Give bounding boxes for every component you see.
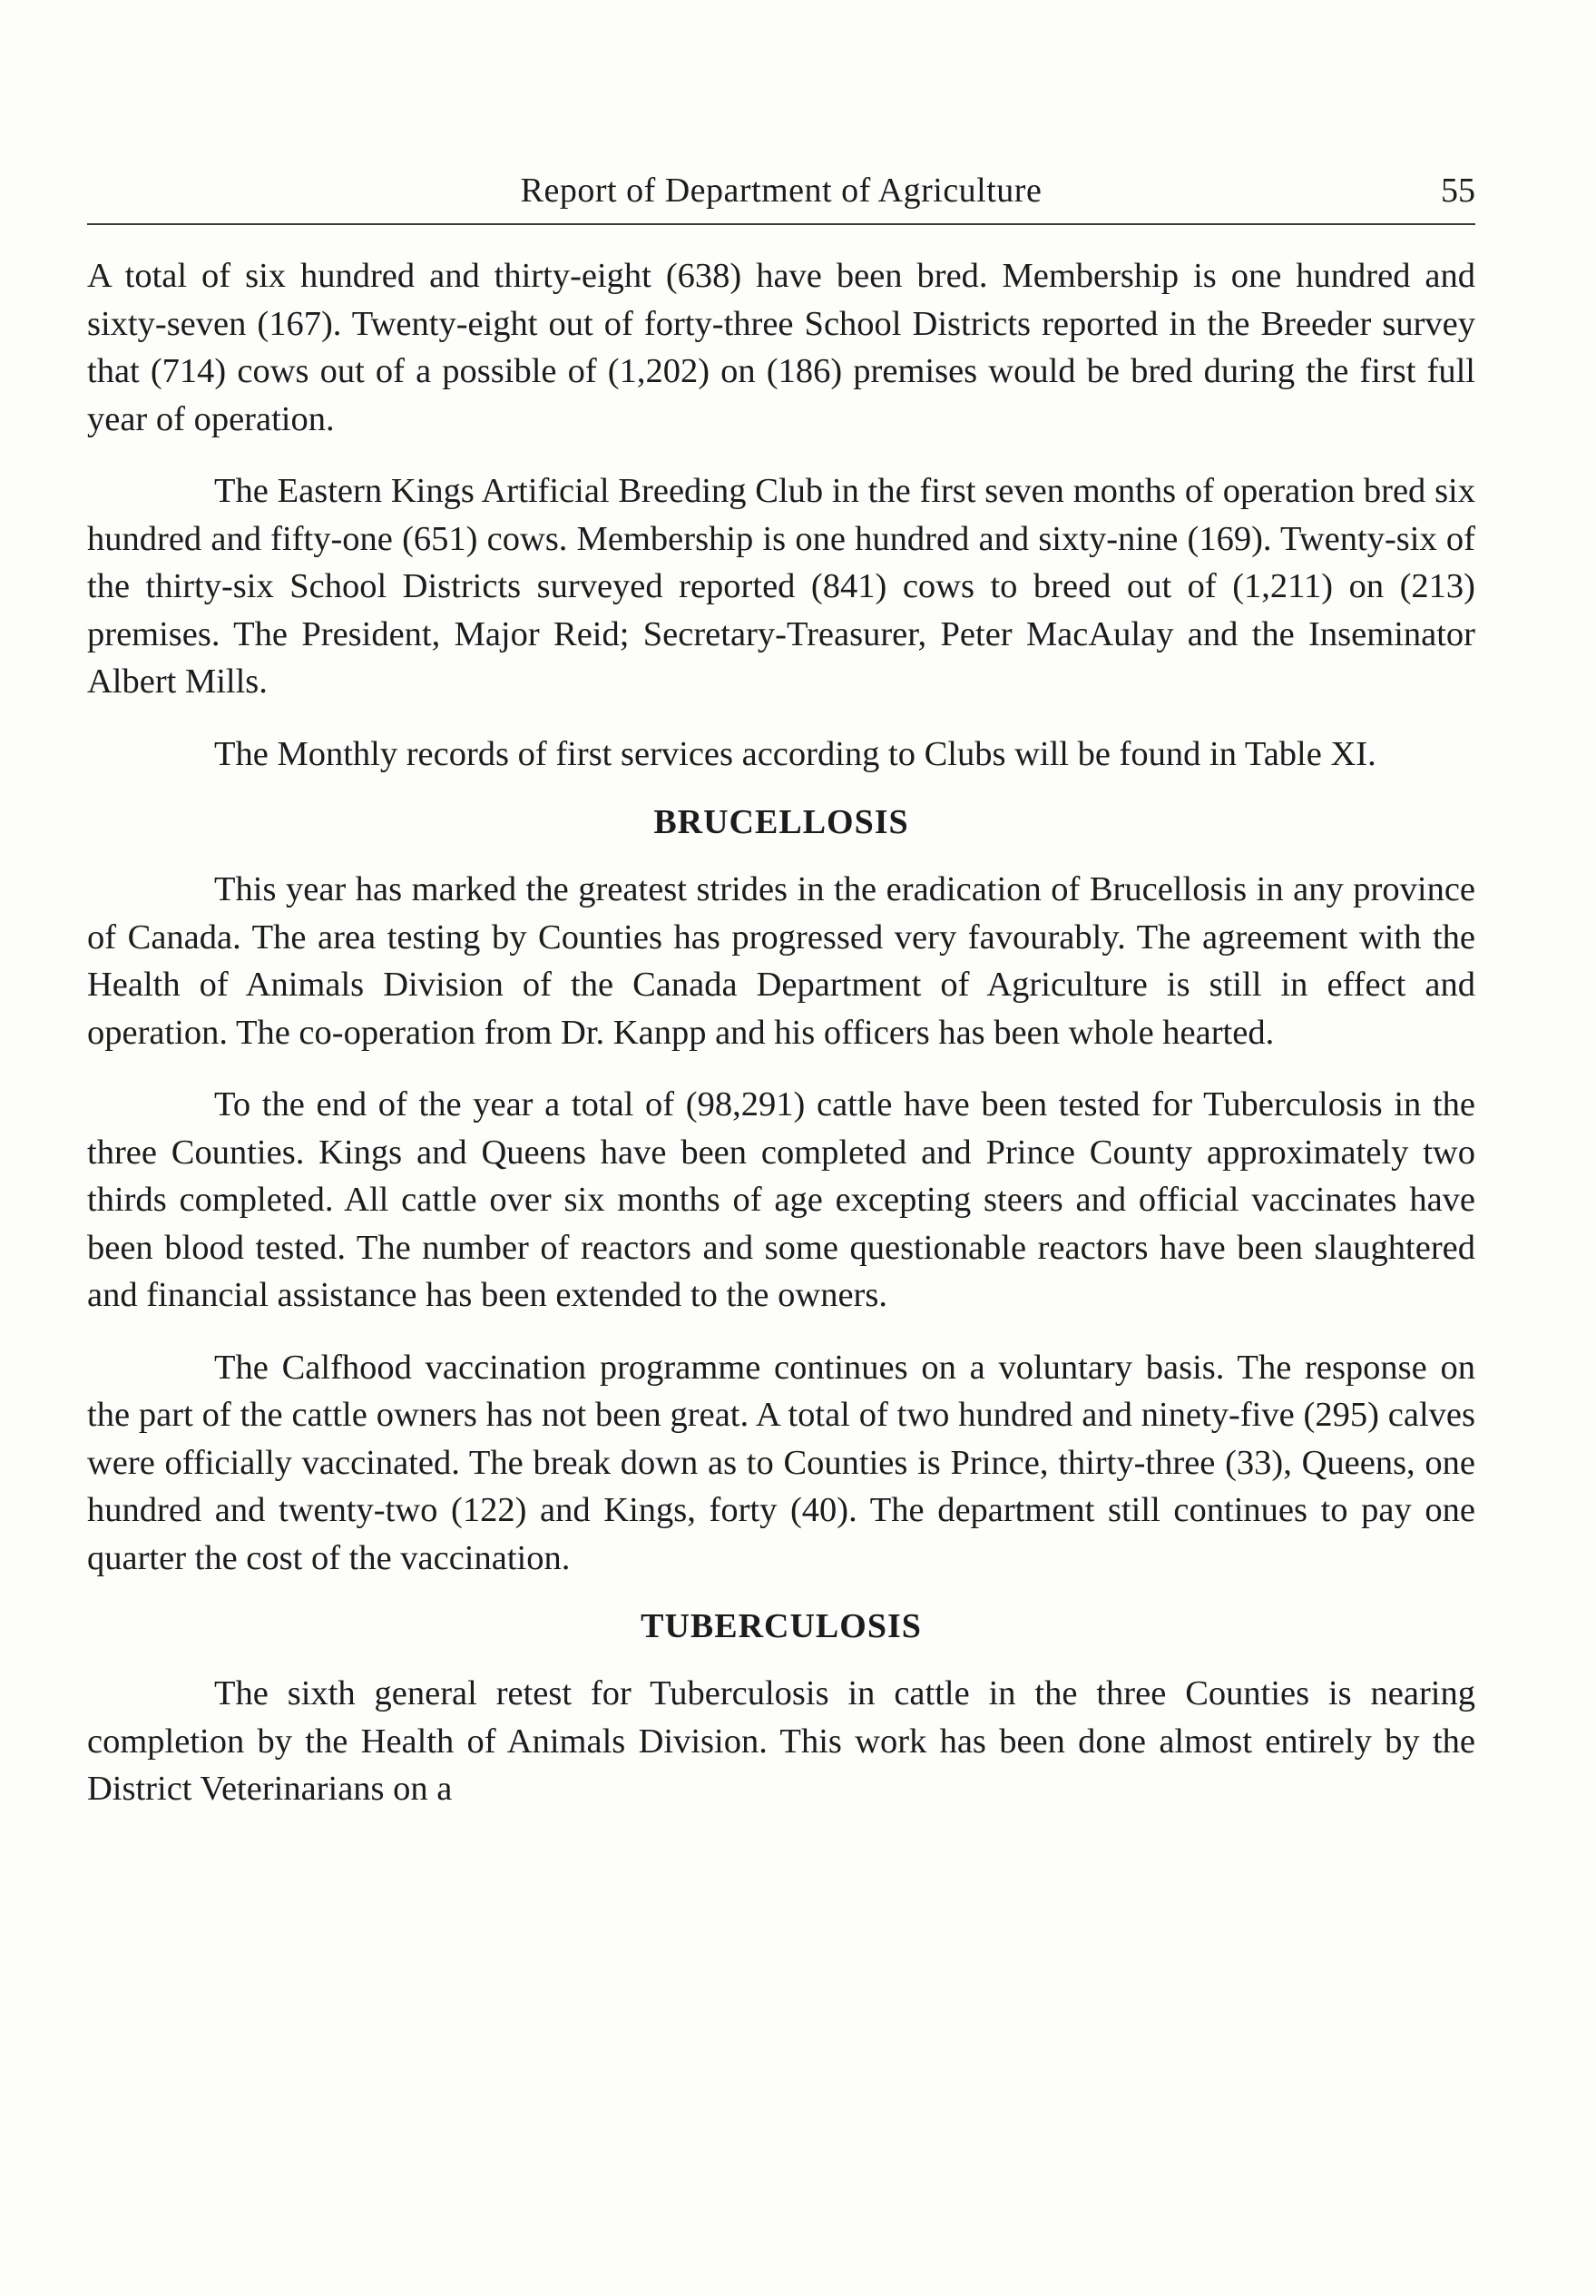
paragraph-tuberculosis-retest: The sixth general retest for Tuberculosis in cattle in the three Counties is nearing completion by the Health of Animals Division. This work has been done almost entirely by the District Veterinarians on a (87, 1674, 1475, 1808)
running-header (87, 169, 1475, 225)
document-body (87, 252, 1475, 1813)
page-number: 55 (1441, 172, 1475, 210)
paragraph-brucellosis-progress: This year has marked the greatest strides in the eradication of Brucellosis in any province of Canada. The area testing by Counties has progressed very favourably. The agreement with the Health of Animals Division of the Canada Department of Agriculture is still in effect and operation. The co-operation from Dr. Kanpp and his officers has been whole hearted. (87, 870, 1475, 1052)
paragraph-calfhood-vaccination: The Calfhood vaccination programme continues on a voluntary basis. The response on the part of the cattle owners has not been great. A total of two hundred and ninety-five (295) calves were officially vaccinated. The break down as to Counties is Prince, thirty-three (33), Queens, one hundred and twenty-two (122) and Kings, forty (40). The department still continues to pay one quarter the cost of the vaccination. (87, 1348, 1475, 1577)
running-title: Report of Department of Agriculture (520, 172, 1043, 210)
paragraph-cattle-tested: To the end of the year a total of (98,291) cattle have been tested for Tuberculosis in the three Counties. Kings and Queens have been completed and Prince County approximately two thirds completed. All cattle over six months of age excepting steers and official vaccinates have been blood tested. The number of reactors and some questionable reactors have been slaughtered and financial assistance has been extended to the owners. (87, 1085, 1475, 1314)
section-heading-tuberculosis: TUBERCULOSIS (641, 1607, 922, 1645)
section-heading-brucellosis: BRUCELLOSIS (653, 803, 909, 841)
document-page (87, 169, 1475, 1838)
paragraph-eastern-kings-club: The Eastern Kings Artificial Breeding Club in the first seven months of operation bred six hundred and fifty-one (651) cows. Membership is one hundred and sixty-nine (169). Twenty-six of the thirty-six School Districts surveyed reported (841) cows to breed out of (1,211) on (213) premises. The President, Major Reid; Secretary-Treasurer, Peter MacAulay and the Inseminator Albert Mills. (87, 472, 1475, 701)
paragraph-monthly-records: The Monthly records of first services according to Clubs will be found in Table XI. (214, 734, 1376, 773)
paragraph-membership: A total of six hundred and thirty-eight (638) have been bred. Membership is one hundred and sixty-seven (167). Twenty-eight out of forty-three School Districts reported in the Breeder survey that (714) cows out of a possible of (1,202) on (186) premises would be bred during the first full year of operation. (87, 257, 1475, 438)
